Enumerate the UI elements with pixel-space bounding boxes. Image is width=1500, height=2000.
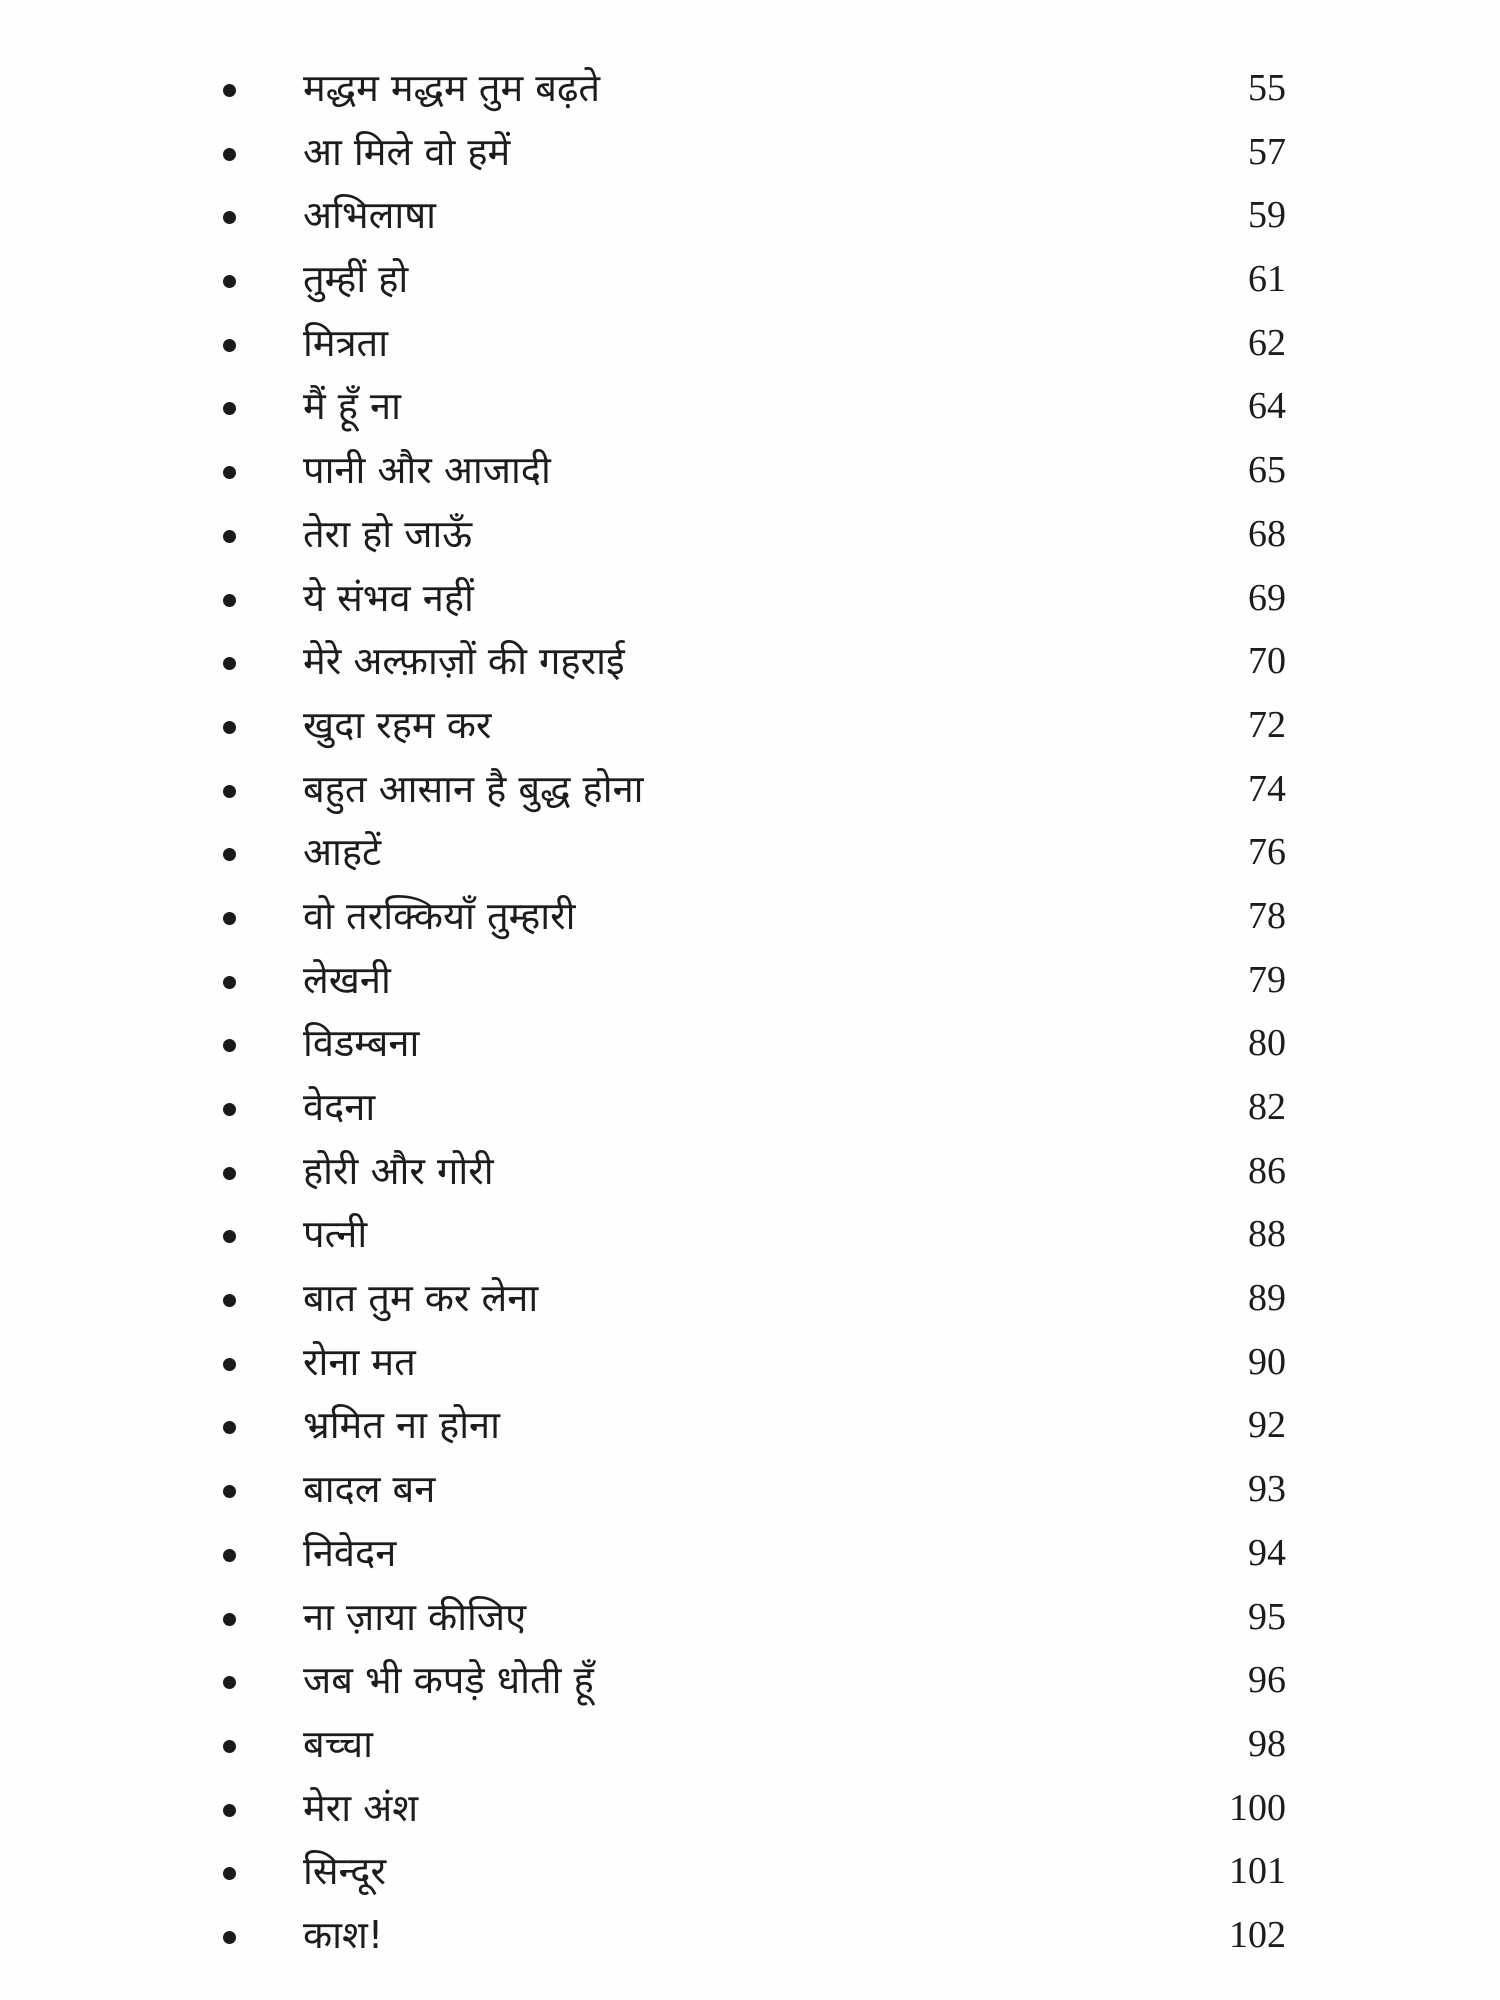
toc-entry [0,886,1500,950]
toc-entry [0,631,1500,695]
toc-entry [0,1013,1500,1077]
toc-entry [0,313,1500,377]
toc-entry-title: आ मिले वो हमें [303,129,511,174]
toc-entry-page: 100 [1229,1786,1286,1829]
bullet-icon [223,1358,236,1371]
toc-entry-page: 88 [1248,1213,1286,1256]
toc-entry-title: तुम्हीं हो [303,257,409,302]
toc-entry [0,122,1500,186]
toc-entry-title: मेरे अल्फ़ाज़ों की गहराई [303,639,625,684]
toc-entry-page: 79 [1248,958,1286,1001]
toc-entry-page: 57 [1248,130,1286,173]
toc-entry-title: तेरा हो जाऊँ [303,511,473,556]
toc-entry-title: ना ज़ाया कीजिए [303,1594,527,1639]
bullet-icon [223,402,236,415]
toc-entry-page: 90 [1248,1340,1286,1383]
toc-entry [0,1905,1500,1969]
toc-entry [0,1523,1500,1587]
bullet-icon [223,976,236,989]
toc-entry-page: 102 [1229,1913,1286,1956]
bullet-icon [223,1676,236,1689]
toc-entry-page: 69 [1248,576,1286,619]
toc-entry-title: मद्धम मद्धम तुम बढ़ते [303,66,600,110]
toc-entry-page: 80 [1248,1022,1286,1065]
toc-entry-title: निवेदन [303,1530,397,1575]
toc-entry-title: भ्रमित ना होना [303,1403,500,1448]
toc-entry-page: 101 [1229,1850,1286,1893]
toc-entry-title: होरी और गोरी [303,1148,494,1193]
toc-entry [0,58,1500,122]
bullet-icon [223,1740,236,1753]
toc-entry-title: वो तरक्कियाँ तुम्हारी [303,893,576,938]
toc-entry-title: विडम्बना [303,1021,420,1066]
toc-entry-title: काश! [303,1912,384,1957]
bullet-icon [223,1613,236,1626]
toc-entry-title: ये संभव नहीं [303,575,474,620]
toc-entry [0,1650,1500,1714]
bullet-icon [223,1549,236,1562]
toc-entry-page: 98 [1248,1722,1286,1765]
toc-entry-title: मैं हूँ ना [303,384,401,429]
toc-entry-title: खुदा रहम कर [303,702,492,747]
toc-entry [0,822,1500,886]
toc-entry-page: 92 [1248,1404,1286,1447]
toc-entry-title: अभिलाषा [303,193,437,238]
toc-entry-page: 55 [1248,67,1286,109]
bullet-icon [223,1294,236,1307]
toc-entry [0,1332,1500,1396]
toc-entry-page: 62 [1248,321,1286,364]
bullet-icon [223,594,236,607]
bullet-icon [223,466,236,479]
bullet-icon [223,211,236,224]
bullet-icon [223,657,236,670]
toc-entry-title: बच्चा [303,1721,373,1766]
toc-entry-title: बादल बन [303,1467,436,1512]
bullet-icon [223,1867,236,1880]
toc-entry [0,1141,1500,1205]
toc-entry-page: 64 [1248,385,1286,428]
toc-entry [0,759,1500,823]
toc-entry-title: बात तुम कर लेना [303,1276,539,1321]
toc-entry [0,1268,1500,1332]
toc-entry-page: 74 [1248,767,1286,810]
bullet-icon [223,84,236,97]
bullet-icon [223,1804,236,1817]
toc-entry [0,185,1500,249]
toc-entry-page: 94 [1248,1531,1286,1574]
bullet-icon [223,785,236,798]
bullet-icon [223,1485,236,1498]
bullet-icon [223,1103,236,1116]
toc-entry-page: 96 [1248,1659,1286,1702]
toc-entry-title: वेदना [303,1085,376,1129]
toc-entry-page: 89 [1248,1277,1286,1320]
table-of-contents [0,58,1500,1969]
toc-entry-title: सिन्दूर [303,1849,386,1894]
toc-entry-page: 82 [1248,1086,1286,1128]
toc-entry-page: 93 [1248,1468,1286,1511]
toc-entry [0,1587,1500,1651]
toc-entry [0,1077,1500,1141]
toc-entry-page: 65 [1248,449,1286,492]
toc-entry-page: 72 [1248,703,1286,746]
bullet-icon [223,275,236,288]
bullet-icon [223,1230,236,1243]
toc-entry [0,1459,1500,1523]
bullet-icon [223,1039,236,1052]
toc-entry-page: 78 [1248,894,1286,937]
toc-entry-title: जब भी कपड़े धोती हूँ [303,1658,594,1703]
bullet-icon [223,912,236,925]
toc-entry [0,950,1500,1014]
toc-entry-title: मित्रता [303,320,389,365]
toc-entry-title: मेरा अंश [303,1785,419,1830]
toc-entry [0,695,1500,759]
toc-entry-title: लेखनी [303,957,391,1002]
toc-entry [0,376,1500,440]
bullet-icon [223,530,236,543]
toc-entry [0,1204,1500,1268]
bullet-icon [223,1931,236,1944]
toc-entry-page: 70 [1248,640,1286,683]
bullet-icon [223,339,236,352]
bullet-icon [223,1167,236,1180]
toc-entry-page: 61 [1248,258,1286,301]
toc-entry-page: 86 [1248,1149,1286,1192]
toc-entry [0,440,1500,504]
toc-entry-page: 76 [1248,831,1286,874]
toc-entry [0,1778,1500,1842]
toc-entry-title: बहुत आसान है बुद्ध होना [303,766,644,811]
toc-entry [0,1841,1500,1905]
toc-entry-title: पत्नी [303,1212,368,1257]
toc-entry-page: 59 [1248,194,1286,237]
bullet-icon [223,1421,236,1434]
toc-entry [0,568,1500,632]
toc-entry [0,1714,1500,1778]
bullet-icon [223,721,236,734]
toc-entry [0,1395,1500,1459]
toc-entry-title: पानी और आजादी [303,448,551,493]
toc-entry-title: आहटें [303,830,382,875]
bullet-icon [223,148,236,161]
toc-entry-page: 95 [1248,1595,1286,1638]
toc-entry-title: रोना मत [303,1339,416,1384]
bullet-icon [223,848,236,861]
toc-entry [0,249,1500,313]
toc-entry [0,504,1500,568]
toc-entry-page: 68 [1248,512,1286,555]
